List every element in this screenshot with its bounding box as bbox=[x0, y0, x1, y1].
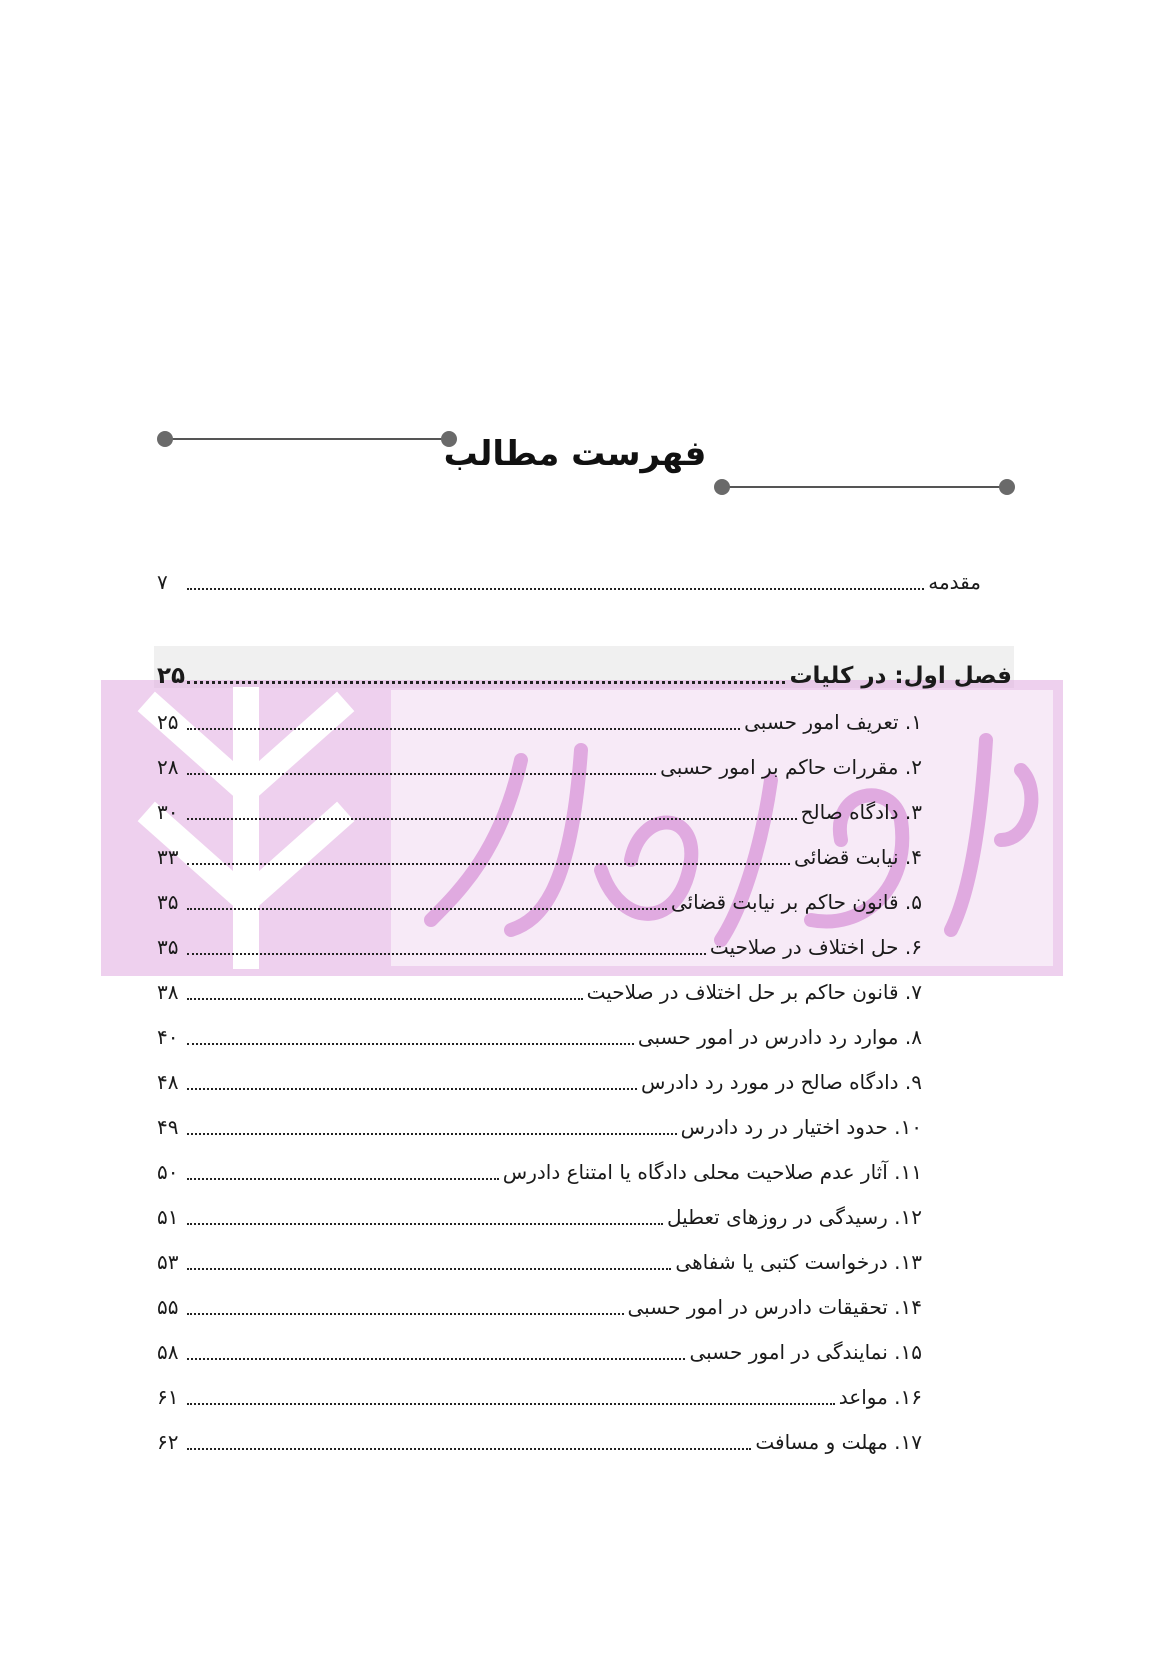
toc-label: ۵. قانون حاکم بر نیابت قضائی bbox=[670, 890, 922, 914]
dot-leader bbox=[187, 588, 924, 590]
toc-entry[interactable] bbox=[157, 1281, 922, 1321]
toc-label: ۱۳. درخواست کتبی یا شفاهی bbox=[675, 1250, 922, 1274]
toc-label: ۹. دادگاه صالح در مورد رد دادرس bbox=[641, 1070, 922, 1094]
toc-page: ۵۰ bbox=[157, 1160, 179, 1184]
dot-leader bbox=[187, 1313, 624, 1315]
toc-label: ۱۶. مواعد bbox=[838, 1385, 922, 1409]
dot-leader bbox=[187, 1133, 677, 1135]
toc-page: ۳۵ bbox=[157, 890, 179, 914]
dot-leader bbox=[187, 681, 785, 684]
dot-leader bbox=[187, 728, 740, 730]
toc-label: فصل اول: در کلیات bbox=[789, 663, 1012, 689]
toc-chapter[interactable] bbox=[157, 650, 1012, 690]
dot-leader bbox=[187, 1403, 835, 1405]
toc-page: ۵۵ bbox=[157, 1295, 179, 1319]
toc-entry[interactable] bbox=[157, 921, 922, 961]
toc-entry[interactable] bbox=[157, 831, 922, 871]
page-title: فهرست مطالب bbox=[443, 434, 707, 474]
dot-leader bbox=[187, 953, 706, 955]
toc-page: ۳۳ bbox=[157, 845, 179, 869]
toc-label: ۴. نیابت قضائی bbox=[794, 845, 922, 869]
toc-label: ۱. تعریف امور حسبی bbox=[744, 710, 922, 734]
toc-page: ۷ bbox=[157, 570, 168, 594]
toc-page: ۲۸ bbox=[157, 755, 179, 779]
toc-page: ۲۵ bbox=[157, 663, 186, 689]
dot-leader bbox=[187, 1178, 499, 1180]
rule-dot-icon bbox=[157, 431, 173, 447]
toc-label: ۷. قانون حاکم بر حل اختلاف در صلاحیت bbox=[586, 980, 922, 1004]
dot-leader bbox=[187, 1358, 685, 1360]
rule-dot-icon bbox=[714, 479, 730, 495]
toc-entry[interactable] bbox=[157, 1191, 922, 1231]
title-rule-left bbox=[165, 438, 447, 440]
toc-label: ۱۷. مهلت و مسافت bbox=[755, 1430, 922, 1454]
dot-leader bbox=[187, 1448, 751, 1450]
dot-leader bbox=[187, 863, 790, 865]
toc-label: ۶. حل اختلاف در صلاحیت bbox=[709, 935, 922, 959]
toc-page: ۵۳ bbox=[157, 1250, 179, 1274]
toc-page: ۳۸ bbox=[157, 980, 179, 1004]
toc-label: ۲. مقررات حاکم بر امور حسبی bbox=[660, 755, 922, 779]
rule-dot-icon bbox=[999, 479, 1015, 495]
toc-entry[interactable] bbox=[157, 786, 922, 826]
dot-leader bbox=[187, 1223, 663, 1225]
title-rule-right bbox=[722, 486, 1007, 488]
toc-label: ۱۴. تحقیقات دادرس در امور حسبی bbox=[627, 1295, 922, 1319]
toc-page: ۳۰ bbox=[157, 800, 179, 824]
dot-leader bbox=[187, 1088, 637, 1090]
toc-entry[interactable] bbox=[157, 1326, 922, 1366]
toc-entry[interactable] bbox=[157, 966, 922, 1006]
toc-entry[interactable] bbox=[157, 1056, 922, 1096]
toc-entry[interactable] bbox=[157, 1101, 922, 1141]
toc-entry[interactable] bbox=[157, 876, 922, 916]
toc-entry[interactable] bbox=[157, 1416, 922, 1456]
toc-label: ۸. موارد رد دادرس در امور حسبی bbox=[637, 1025, 922, 1049]
dot-leader bbox=[187, 998, 583, 1000]
toc-entry[interactable] bbox=[157, 1146, 922, 1186]
toc-page: ۴۹ bbox=[157, 1115, 179, 1139]
toc-entry[interactable] bbox=[157, 1236, 922, 1276]
toc-entry[interactable] bbox=[157, 1371, 922, 1411]
dot-leader bbox=[187, 773, 656, 775]
toc-page: ۳۵ bbox=[157, 935, 179, 959]
toc-page: ۴۸ bbox=[157, 1070, 179, 1094]
toc-entry[interactable] bbox=[157, 741, 922, 781]
toc-page: ۴۰ bbox=[157, 1025, 179, 1049]
toc-intro[interactable] bbox=[157, 556, 981, 596]
dot-leader bbox=[187, 1268, 671, 1270]
toc-label: ۱۱. آثار عدم صلاحیت محلی دادگاه یا امتناع دادرس bbox=[502, 1160, 922, 1184]
toc-page: ۵۱ bbox=[157, 1205, 179, 1229]
toc-label: ۱۰. حدود اختیار در رد دادرس bbox=[680, 1115, 922, 1139]
dot-leader bbox=[187, 1043, 634, 1045]
dot-leader bbox=[187, 818, 797, 820]
toc-label: ۳. دادگاه صالح bbox=[800, 800, 922, 824]
toc-entry[interactable] bbox=[157, 696, 922, 736]
toc-page: ۲۵ bbox=[157, 710, 179, 734]
toc-label: ۱۵. نمایندگی در امور حسبی bbox=[689, 1340, 922, 1364]
dot-leader bbox=[187, 908, 667, 910]
toc-label: مقدمه bbox=[928, 570, 981, 594]
toc-entry[interactable] bbox=[157, 1011, 922, 1051]
toc-page: ۶۱ bbox=[157, 1385, 179, 1409]
toc-label: ۱۲. رسیدگی در روزهای تعطیل bbox=[666, 1205, 922, 1229]
toc-page: ۵۸ bbox=[157, 1340, 179, 1364]
toc-page: ۶۲ bbox=[157, 1430, 179, 1454]
